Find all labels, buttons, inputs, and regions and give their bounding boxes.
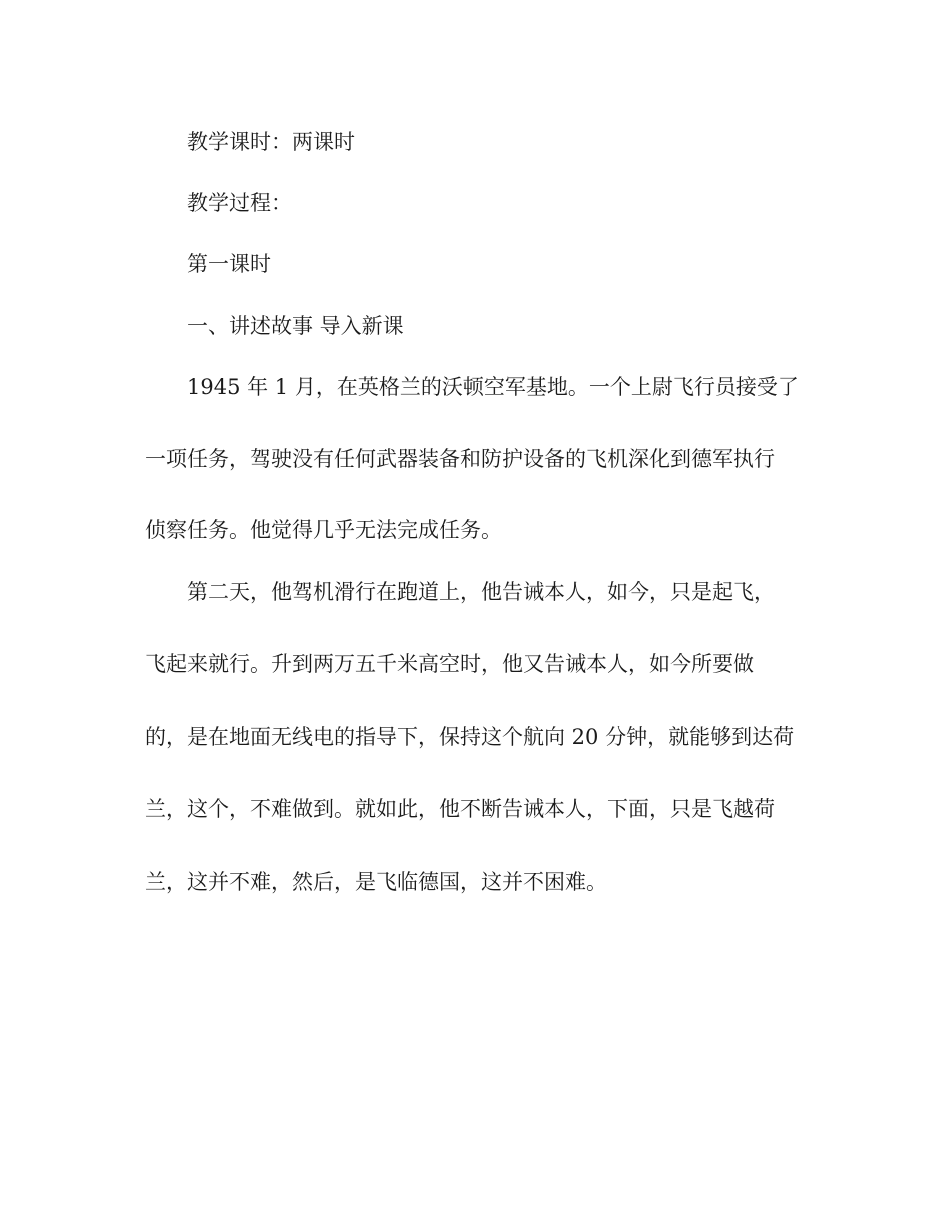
paragraph-line: 兰，这并不难，然后，是飞临德国，这并不困难。 (145, 870, 607, 894)
paragraph-line: 兰，这个，不难做到。就如此，他不断告诫本人，下面，只是飞越荷 (145, 797, 775, 821)
paragraph-line: 1945 年 1 月，在英格兰的沃顿空军基地。一个上尉飞行员接受了 (187, 375, 799, 399)
teaching-process-heading: 教学过程： (187, 191, 292, 215)
first-lesson-heading: 第一课时 (187, 252, 271, 276)
paragraph-line: 一项任务，驾驶没有任何武器装备和防护设备的飞机深化到德军执行 (145, 447, 775, 471)
section-heading: 一、讲述故事 导入新课 (187, 314, 404, 338)
lesson-hours-line: 教学课时：两课时 (187, 130, 355, 154)
paragraph-line: 的，是在地面无线电的指导下，保持这个航向 20 分钟，就能够到达荷 (145, 725, 795, 749)
paragraph-line: 飞起来就行。升到两万五千米高空时，他又告诫本人，如今所要做 (145, 652, 754, 676)
paragraph-line: 侦察任务。他觉得几乎无法完成任务。 (145, 518, 502, 542)
paragraph-line: 第二天，他驾机滑行在跑道上，他告诫本人，如今，只是起飞， (187, 580, 775, 604)
